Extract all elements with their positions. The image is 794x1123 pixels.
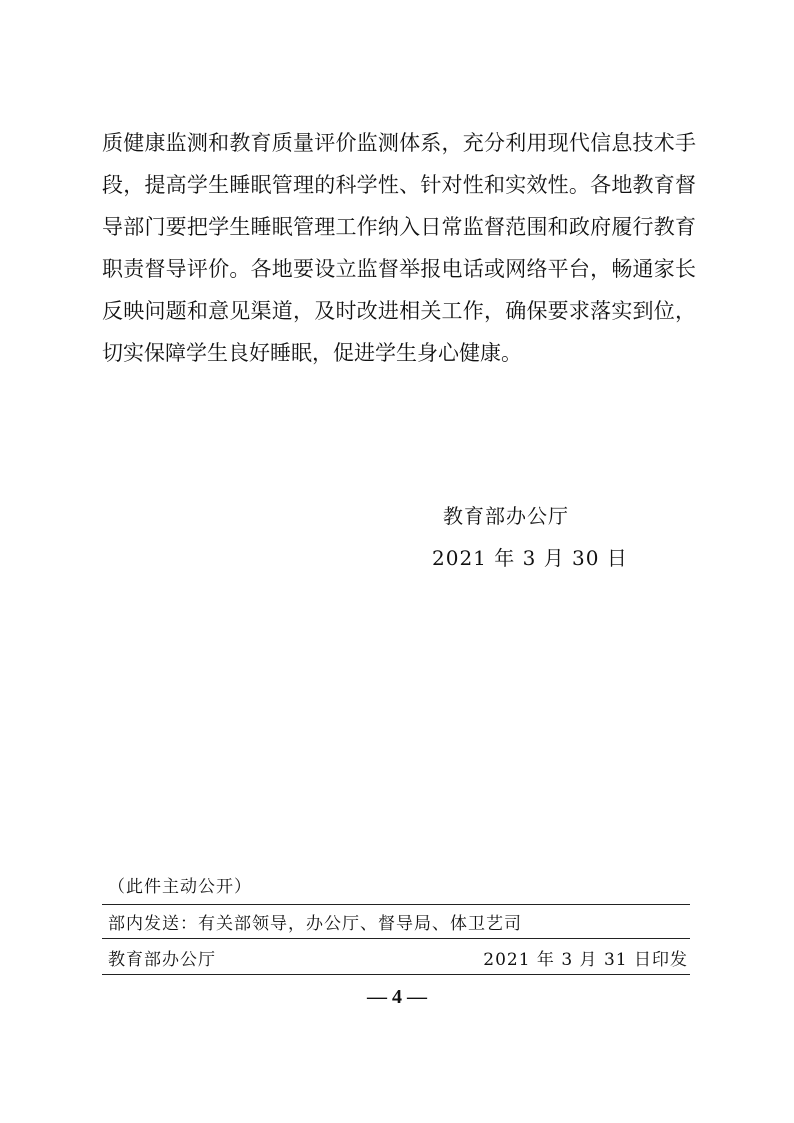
distribution-list: 部内发送：有关部领导，办公厅、督导局、体卫艺司 [108, 914, 522, 934]
public-disclosure-note: （此件主动公开） [108, 877, 252, 897]
divider-line [102, 938, 690, 939]
page-number: — 4 — [367, 986, 427, 1008]
issuing-office: 教育部办公厅 [108, 950, 216, 970]
signature-date: 2021 年 3 月 30 日 [432, 546, 628, 570]
signature-organization: 教育部办公厅 [443, 504, 569, 528]
print-date: 2021 年 3 月 31 日印发 [483, 950, 688, 970]
body-text [102, 122, 696, 374]
divider-line [102, 974, 690, 975]
divider-line [102, 904, 690, 905]
body-paragraph: 质健康监测和教育质量评价监测体系，充分利用现代信息技术手段，提高学生睡眠管理的科学性、针对性和实效性。各地教育督导部门要把学生睡眠管理工作纳入日常监督范围和政府履行教育职责督导评价。各地要设立监督举报电话或网络平台，畅通家长反映问题和意见渠道，及时改进相关工作，确保要求落实到位，切实保障学生良好睡眠，促进学生身心健康。 [102, 131, 696, 365]
